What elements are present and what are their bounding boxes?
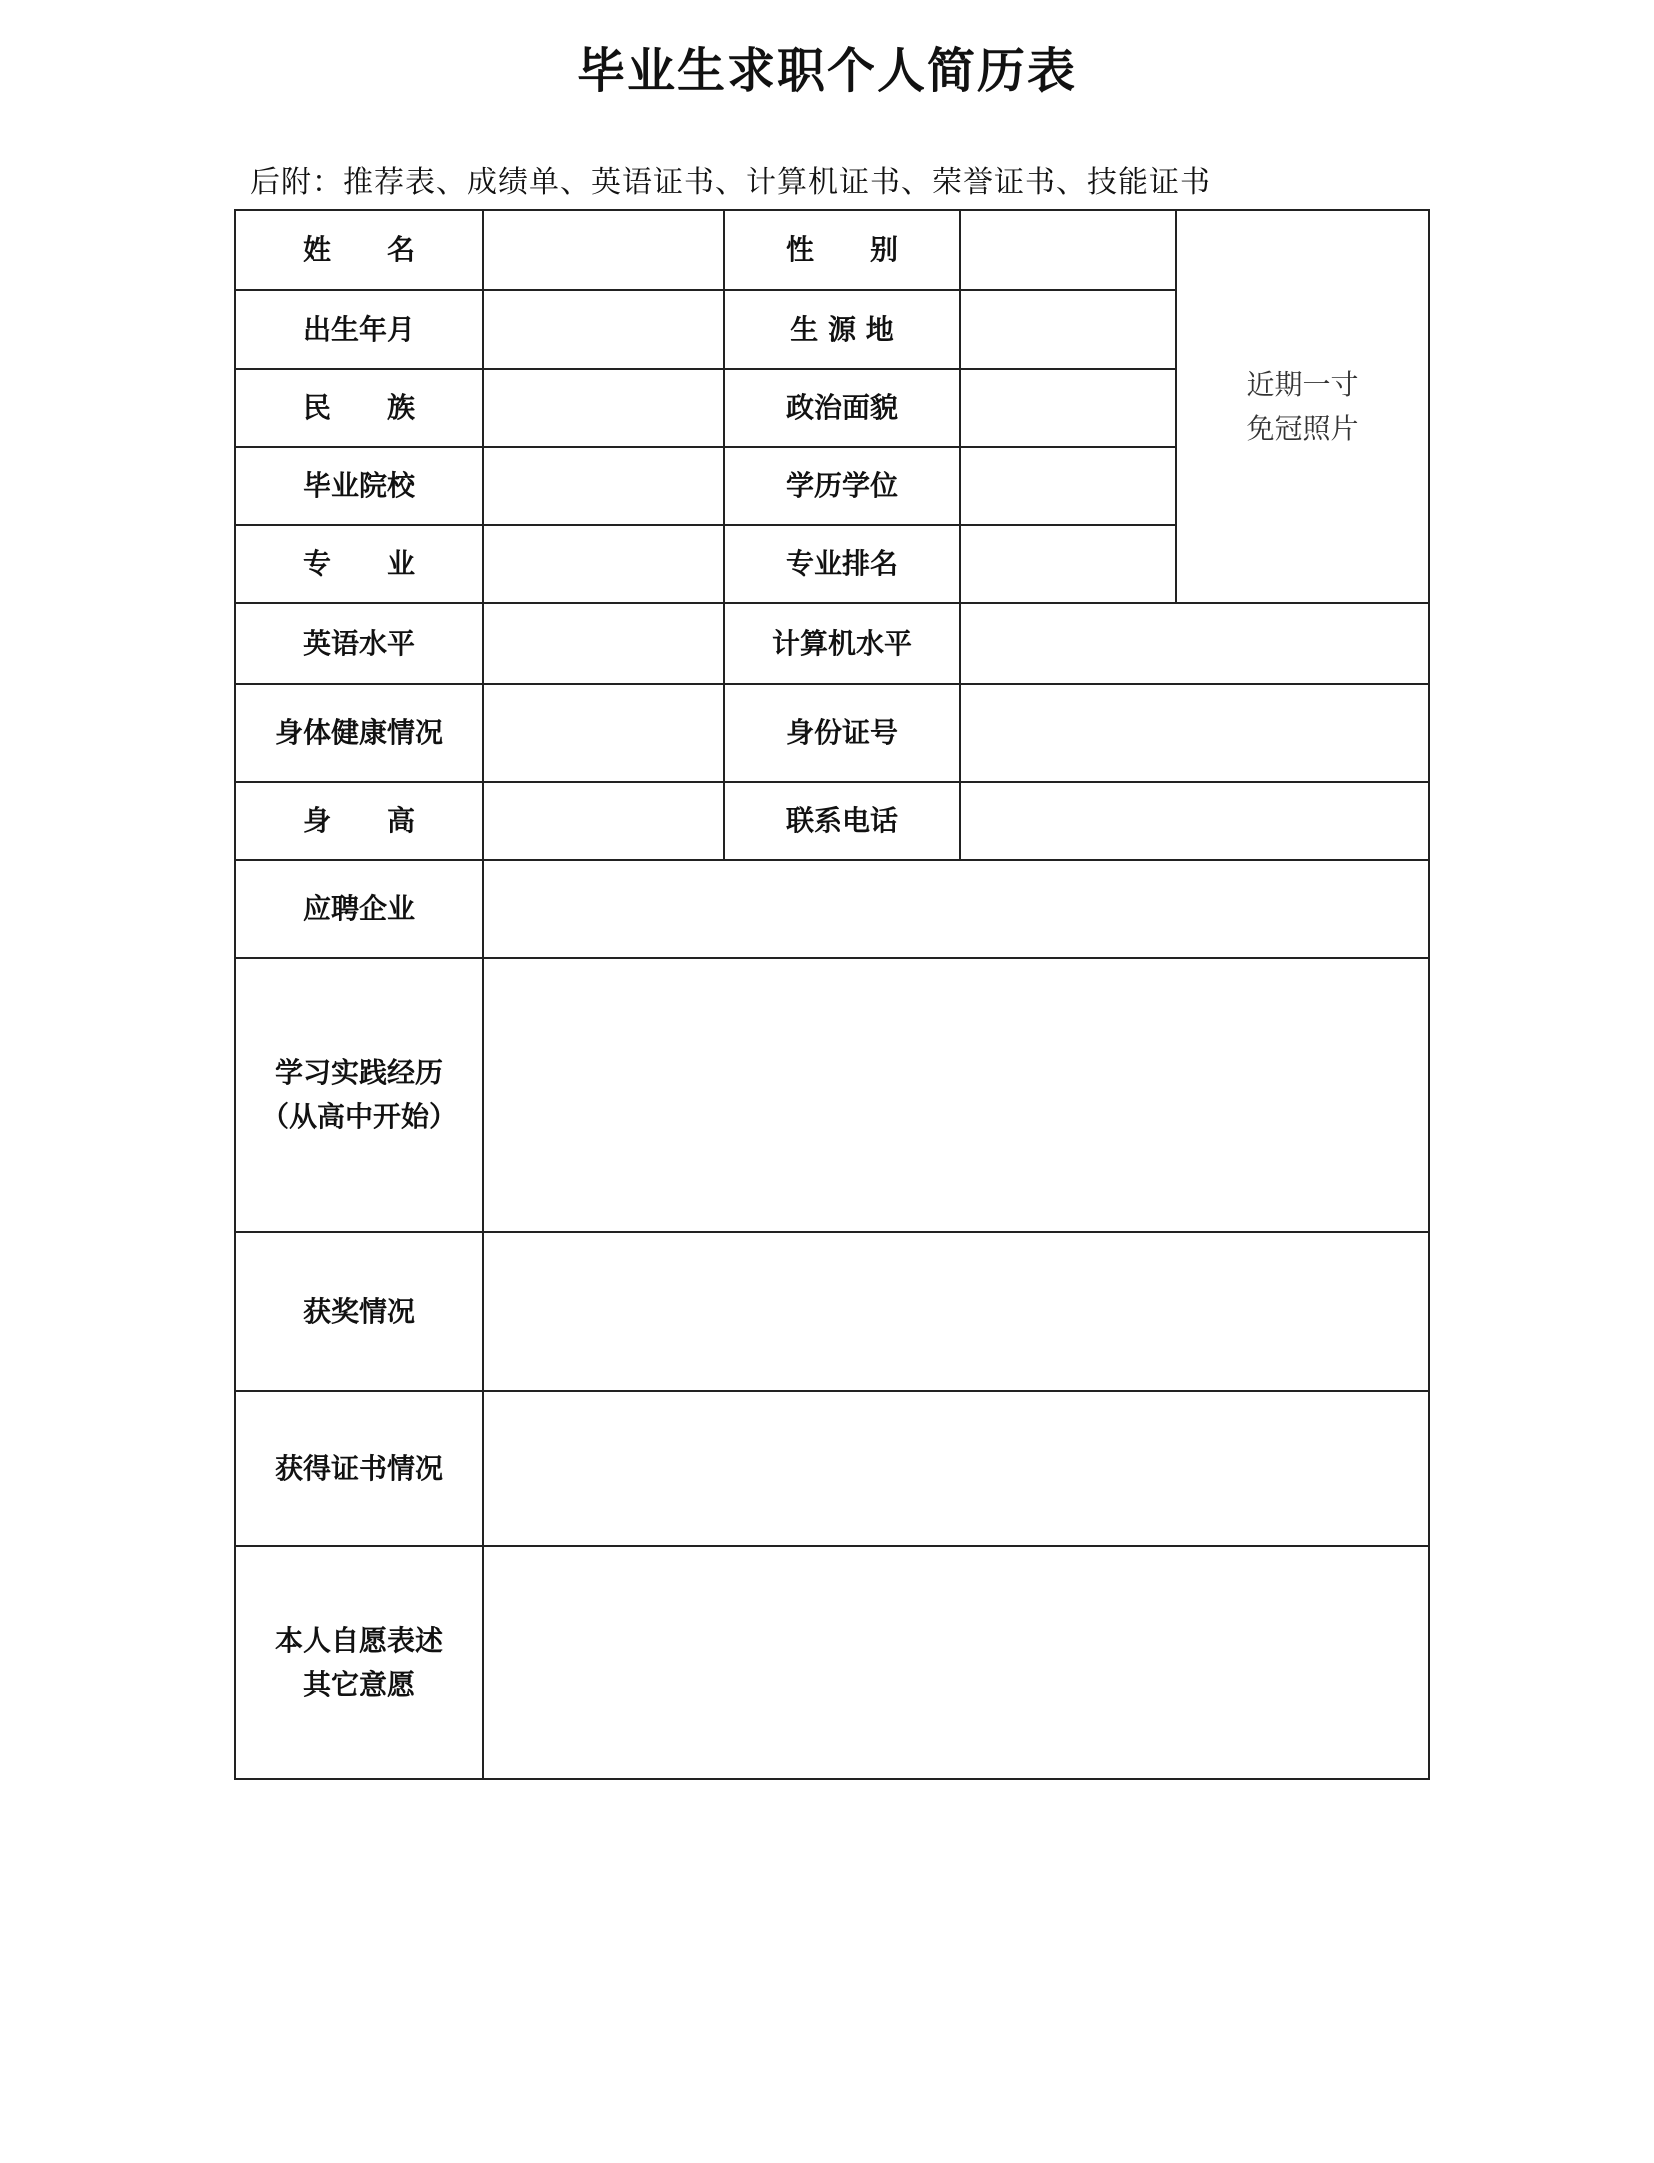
- label-major-rank: 专业排名: [724, 525, 960, 603]
- input-school[interactable]: [483, 447, 724, 525]
- photo-hint-line2: 免冠照片: [1246, 411, 1359, 445]
- photo-hint-line1: 近期一寸: [1246, 367, 1359, 401]
- label-experience-line2: （从高中开始）: [260, 1100, 457, 1133]
- row-name-gender: [235, 210, 1429, 290]
- input-id-number[interactable]: [960, 684, 1429, 782]
- label-certificates: 获得证书情况: [235, 1391, 483, 1546]
- input-political[interactable]: [960, 369, 1176, 447]
- input-health[interactable]: [483, 684, 724, 782]
- attachments-note: 后附：推荐表、成绩单、英语证书、计算机证书、荣誉证书、技能证书: [250, 165, 1211, 200]
- row-statement: [235, 1546, 1429, 1779]
- label-statement-line2: 其它意愿: [302, 1667, 415, 1701]
- input-birth[interactable]: [483, 290, 724, 369]
- label-computer: 计算机水平: [724, 603, 960, 684]
- label-english: 英语水平: [235, 603, 483, 684]
- row-awards: [235, 1232, 1429, 1391]
- label-height: 身 高: [235, 782, 483, 860]
- input-phone[interactable]: [960, 782, 1429, 860]
- input-certificates[interactable]: [483, 1391, 1429, 1546]
- input-employer[interactable]: [483, 860, 1429, 958]
- label-experience-line1: 学习实践经历: [274, 1056, 443, 1089]
- label-school: 毕业院校: [235, 447, 483, 525]
- row-certificates: [235, 1391, 1429, 1546]
- row-health-id: [235, 684, 1429, 782]
- input-english[interactable]: [483, 603, 724, 684]
- label-experience: [235, 958, 483, 1232]
- label-major: 专 业: [235, 525, 483, 603]
- label-gender: 性 别: [724, 210, 960, 290]
- row-employer: [235, 860, 1429, 958]
- label-id-number: 身份证号: [724, 684, 960, 782]
- input-degree[interactable]: [960, 447, 1176, 525]
- row-experience: [235, 958, 1429, 1232]
- resume-form-table: [234, 209, 1430, 1780]
- label-employer: 应聘企业: [235, 860, 483, 958]
- input-statement[interactable]: [483, 1546, 1429, 1779]
- label-statement: [235, 1546, 483, 1779]
- label-ethnicity: 民 族: [235, 369, 483, 447]
- input-computer[interactable]: [960, 603, 1429, 684]
- label-degree: 学历学位: [724, 447, 960, 525]
- photo-box[interactable]: [1176, 210, 1429, 603]
- input-major[interactable]: [483, 525, 724, 603]
- input-major-rank[interactable]: [960, 525, 1176, 603]
- label-phone: 联系电话: [724, 782, 960, 860]
- input-name[interactable]: [483, 210, 724, 290]
- input-experience[interactable]: [483, 958, 1429, 1232]
- label-political: 政治面貌: [724, 369, 960, 447]
- input-ethnicity[interactable]: [483, 369, 724, 447]
- label-statement-line1: 本人自愿表述: [274, 1623, 443, 1657]
- input-awards[interactable]: [483, 1232, 1429, 1391]
- row-height-phone: [235, 782, 1429, 860]
- page-title: 毕业生求职个人简历表: [576, 43, 1077, 99]
- input-origin[interactable]: [960, 290, 1176, 369]
- label-awards: 获奖情况: [235, 1232, 483, 1391]
- label-birth: 出生年月: [235, 290, 483, 369]
- label-health: 身体健康情况: [235, 684, 483, 782]
- input-gender[interactable]: [960, 210, 1176, 290]
- input-height[interactable]: [483, 782, 724, 860]
- label-name: 姓 名: [235, 210, 483, 290]
- label-origin: 生 源 地: [724, 290, 960, 369]
- row-english-computer: [235, 603, 1429, 684]
